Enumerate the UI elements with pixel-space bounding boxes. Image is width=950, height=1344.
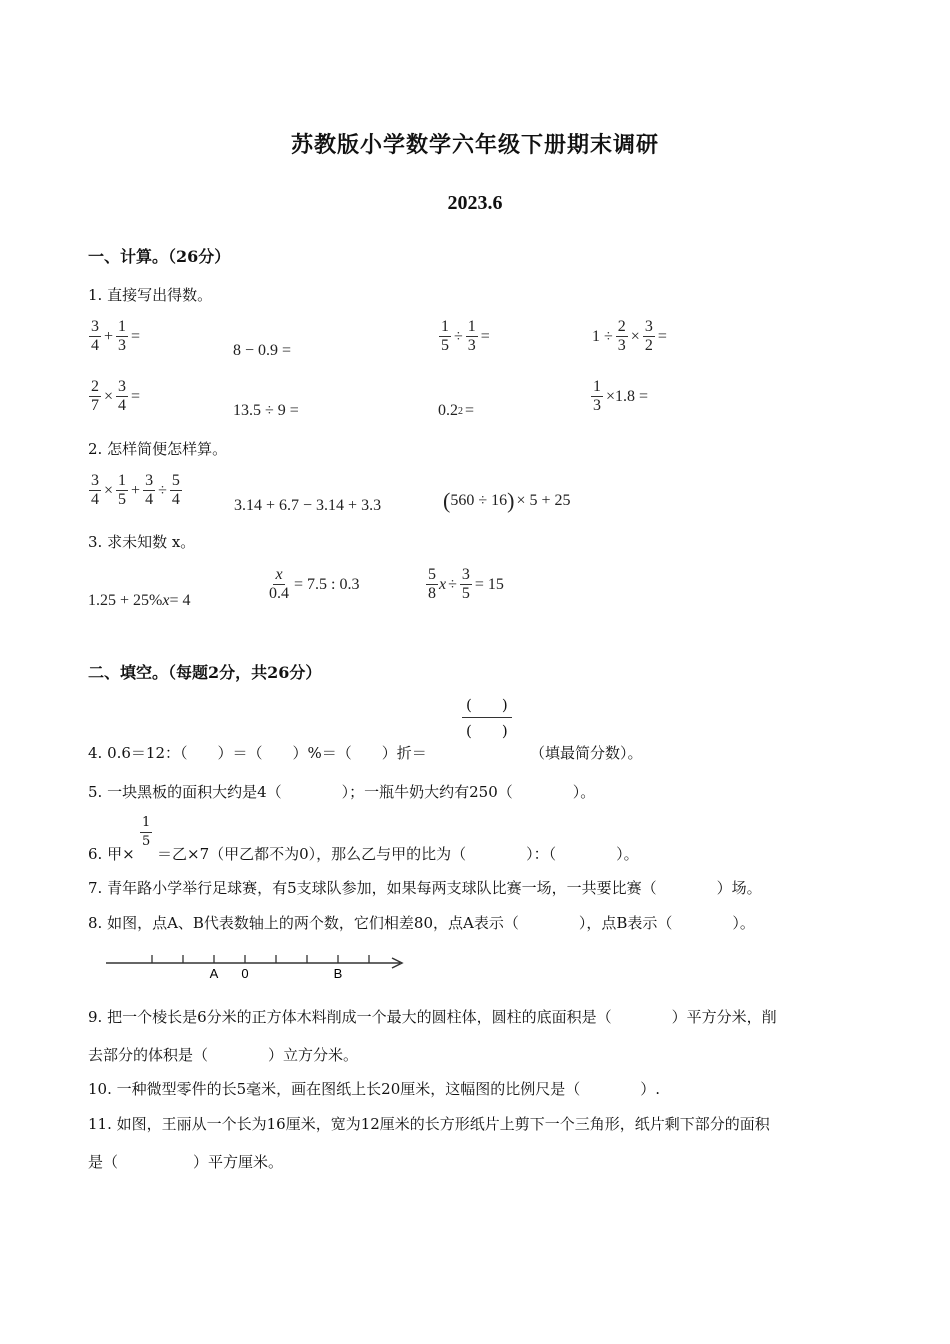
q6-fraction: 1 5 [142, 815, 151, 849]
q2-a: $\frac{3}{4}$ × $\frac{1}{5}$ + $\frac{3}{4}$ ÷ $\frac{5}{4}$ [91, 472, 180, 508]
q7-text: 7. 青年路小学举行足球赛，有5支球队参加，如果每两支球队比赛一场，一共要比赛（ ）场。 [88, 879, 762, 897]
q10-text: 10. 一种微型零件的长5毫米，画在图纸上长20厘米，这幅图的比例尺是（ ）. [88, 1080, 661, 1098]
q4-answer-fraction: ( ) ( ) [462, 694, 512, 741]
q1-f: 13.5 ÷ 9 = [233, 402, 299, 419]
point-b-label: B [333, 966, 343, 980]
q6-post: ＝乙×7（甲乙都不为0），那么乙与甲的比为（ ）：（ ）。 [157, 845, 639, 863]
section1-heading: 一、计算。（26分） [88, 247, 231, 266]
q3-label: 3. 求未知数 x。 [88, 533, 196, 551]
q1-label: 1. 直接写出得数。 [88, 286, 213, 304]
q4-tail: （填最简分数）。 [530, 744, 643, 762]
point-a-label: A [209, 966, 219, 980]
q1-g: 0.2 2 = [438, 402, 475, 419]
page-title: 苏教版小学数学六年级下册期末调研 [290, 132, 659, 158]
q6-pre: 6. 甲× [88, 845, 135, 863]
q1-a: $\frac{3}{4}$ + $\frac{1}{3}$ = [91, 318, 141, 354]
q11-line1: 11. 如图，王丽从一个长为16厘米，宽为12厘米的长方形纸片上剪下一个三角形，纸片剩下部分的面积 [88, 1115, 770, 1133]
q1-d: 1 ÷ $\frac{2}{3}$ × $\frac{3}{2}$ = [592, 318, 667, 354]
q9-line2: 去部分的体积是（ ）立方分米。 [88, 1046, 359, 1064]
q5-text: 5. 一块黑板的面积大约是4（ ）；一瓶牛奶大约有250（ ）。 [88, 783, 596, 801]
q8-text: 8. 如图，点A、B代表数轴上的两个数，它们相差80，点A表示（ ），点B表示（ ）。 [88, 914, 755, 932]
q3-c: $\frac{5}{8}$ x ÷ $\frac{3}{5}$ = 15 [428, 566, 504, 602]
q3-a: 1.25 + 25% x = 4 [88, 592, 191, 609]
q1-h: $\frac{1}{3}$ ×1.8 = [593, 378, 649, 414]
q1-c: $\frac{1}{5}$ ÷ $\frac{1}{3}$ = [441, 318, 490, 354]
q3-b: $\frac{x}{0.4}$ = 7.5 : 0.3 [269, 566, 360, 602]
q2-c: ( 560 ÷ 16 ) × 5 + 25 [443, 488, 571, 513]
q9-line1: 9. 把一个棱长是6分米的正方体木料削成一个最大的圆柱体，圆柱的底面积是（ ）平方分米，削 [88, 1008, 777, 1026]
q1-e: $\frac{2}{7}$ × $\frac{3}{4}$ = [91, 378, 141, 414]
section2-heading: 二、填空。（每题2分，共26分） [88, 663, 322, 682]
number-line [100, 944, 410, 980]
q1-b: 8 − 0.9 = [233, 342, 292, 359]
zero-label: 0 [241, 966, 249, 980]
q4-text: 4. 0.6＝12：（ ）＝（ ）%＝（ ）折＝ [88, 744, 427, 762]
exam-date: 2023.6 [447, 192, 503, 214]
q2-label: 2. 怎样简便怎样算。 [88, 440, 228, 458]
q11-line2: 是（ ）平方厘米。 [88, 1153, 284, 1171]
q2-b: 3.14 + 6.7 − 3.14 + 3.3 [234, 497, 382, 514]
